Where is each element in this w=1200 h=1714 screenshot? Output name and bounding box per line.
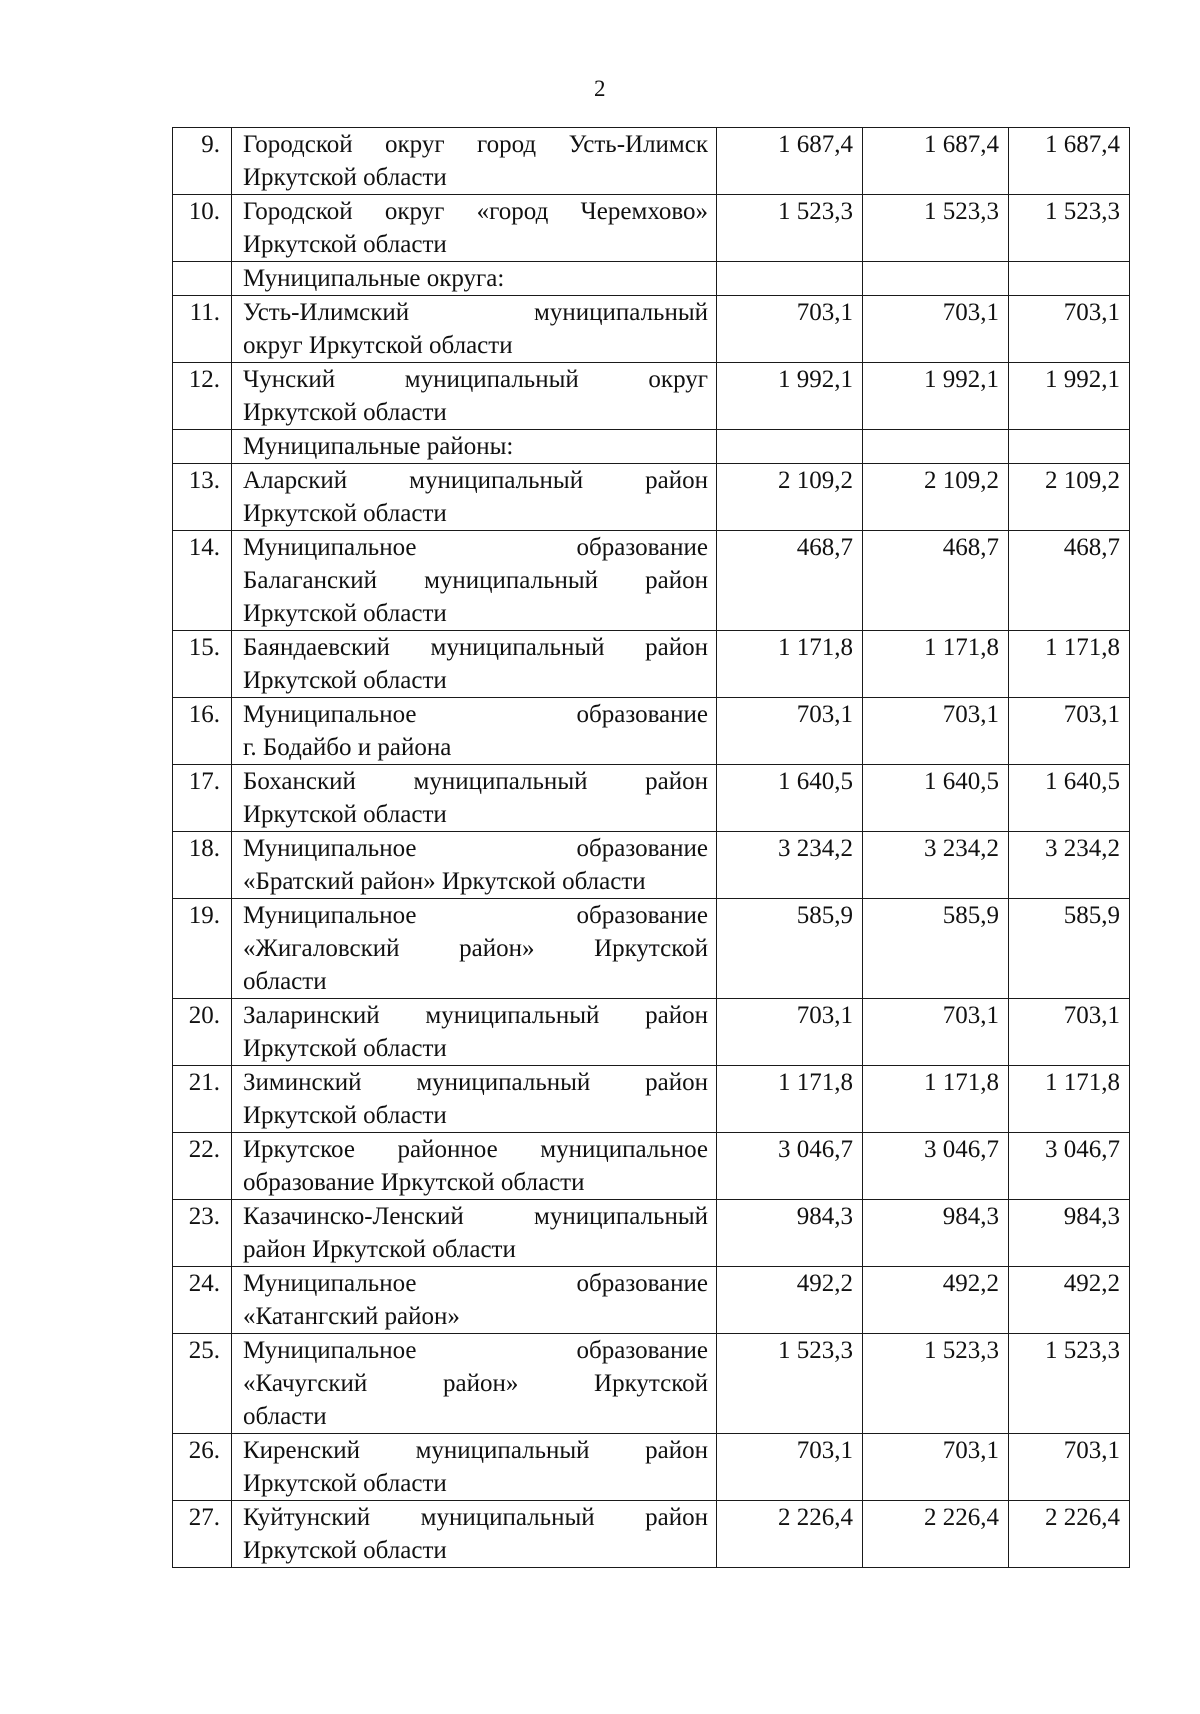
row-number: 11. (173, 296, 232, 363)
name-line: Иркутское районное муниципальное (243, 1136, 708, 1163)
name-line: Иркутской области (243, 600, 447, 627)
municipality-name (232, 999, 717, 1066)
row-number: 23. (173, 1200, 232, 1267)
table-row (173, 1501, 1130, 1568)
amount-year-1: 703,1 (717, 999, 863, 1066)
table-row (173, 999, 1130, 1066)
amount-year-1: 2 226,4 (717, 1501, 863, 1568)
amount-year-3: 703,1 (1009, 999, 1130, 1066)
amount-year-1: 984,3 (717, 1200, 863, 1267)
amount-year-3: 1 640,5 (1009, 765, 1130, 832)
amount-year-2: 492,2 (863, 1267, 1009, 1334)
amount-year-1 (717, 262, 863, 296)
name-line: «Качугский район» Иркутской (243, 1370, 708, 1397)
name-line: Иркутской области (243, 500, 447, 527)
amount-year-1: 703,1 (717, 1434, 863, 1501)
row-number: 13. (173, 464, 232, 531)
municipality-name (232, 531, 717, 631)
name-line: Зиминский муниципальный район (243, 1069, 708, 1096)
municipality-name (232, 363, 717, 430)
name-line: области (243, 1403, 327, 1430)
table-row (173, 128, 1130, 195)
amount-year-3: 468,7 (1009, 531, 1130, 631)
amount-year-3 (1009, 430, 1130, 464)
amount-year-2: 703,1 (863, 1434, 1009, 1501)
table-row (173, 832, 1130, 899)
name-line: Боханский муниципальный район (243, 768, 708, 795)
amount-year-2: 3 234,2 (863, 832, 1009, 899)
name-line: Муниципальное образование (243, 534, 708, 561)
municipality-name (232, 296, 717, 363)
row-number: 21. (173, 1066, 232, 1133)
amount-year-2: 703,1 (863, 999, 1009, 1066)
row-number: 22. (173, 1133, 232, 1200)
table-row (173, 1133, 1130, 1200)
row-number: 24. (173, 1267, 232, 1334)
row-number (173, 262, 232, 296)
name-line: Киренский муниципальный район (243, 1437, 708, 1464)
name-line: Муниципальные округа: (243, 265, 505, 292)
table-row (173, 464, 1130, 531)
table-row (173, 1267, 1130, 1334)
municipality-name (232, 1066, 717, 1133)
row-number: 26. (173, 1434, 232, 1501)
amount-year-1: 1 523,3 (717, 195, 863, 262)
amount-year-2: 1 171,8 (863, 1066, 1009, 1133)
amount-year-3: 3 046,7 (1009, 1133, 1130, 1200)
name-line: Иркутской области (243, 1035, 447, 1062)
amount-year-2 (863, 430, 1009, 464)
table-row (173, 1334, 1130, 1434)
amount-year-1: 1 687,4 (717, 128, 863, 195)
amount-year-1: 703,1 (717, 296, 863, 363)
name-line: Усть-Илимский муниципальный (243, 299, 708, 326)
name-line: Баяндаевский муниципальный район (243, 634, 708, 661)
name-line: Муниципальные районы: (243, 433, 514, 460)
amount-year-1 (717, 430, 863, 464)
amount-year-1: 1 523,3 (717, 1334, 863, 1434)
amount-year-2: 3 046,7 (863, 1133, 1009, 1200)
amount-year-3: 703,1 (1009, 1434, 1130, 1501)
amount-year-1: 1 640,5 (717, 765, 863, 832)
municipality-name (232, 899, 717, 999)
name-line: Чунский муниципальный округ (243, 366, 708, 393)
table-row (173, 631, 1130, 698)
row-number: 20. (173, 999, 232, 1066)
municipality-name (232, 1267, 717, 1334)
municipality-name (232, 262, 717, 296)
name-line: Иркутской области (243, 1102, 447, 1129)
name-line: Муниципальное образование (243, 1270, 708, 1297)
amount-year-2: 2 226,4 (863, 1501, 1009, 1568)
name-line: Казачинско-Ленский муниципальный (243, 1203, 708, 1230)
row-number: 17. (173, 765, 232, 832)
name-line: Иркутской области (243, 164, 447, 191)
name-line: Городской округ город Усть-Илимск (243, 131, 708, 158)
table-row (173, 531, 1130, 631)
name-line: «Жигаловский район» Иркутской (243, 935, 708, 962)
amount-year-1: 468,7 (717, 531, 863, 631)
amount-year-2 (863, 262, 1009, 296)
municipality-name (232, 631, 717, 698)
row-number: 14. (173, 531, 232, 631)
amount-year-3: 1 523,3 (1009, 195, 1130, 262)
row-number: 15. (173, 631, 232, 698)
row-number: 25. (173, 1334, 232, 1434)
budget-table-body (173, 128, 1130, 1568)
table-row (173, 698, 1130, 765)
amount-year-2: 2 109,2 (863, 464, 1009, 531)
municipality-name (232, 1334, 717, 1434)
amount-year-2: 1 171,8 (863, 631, 1009, 698)
name-line: округ Иркутской области (243, 332, 513, 359)
table-row (173, 1200, 1130, 1267)
name-line: Иркутской области (243, 801, 447, 828)
row-number: 12. (173, 363, 232, 430)
amount-year-3: 984,3 (1009, 1200, 1130, 1267)
name-line: Иркутской области (243, 399, 447, 426)
amount-year-1: 2 109,2 (717, 464, 863, 531)
name-line: Иркутской области (243, 1537, 447, 1564)
amount-year-3: 492,2 (1009, 1267, 1130, 1334)
municipality-name (232, 1200, 717, 1267)
name-line: Муниципальное образование (243, 1337, 708, 1364)
amount-year-1: 3 234,2 (717, 832, 863, 899)
amount-year-3: 1 523,3 (1009, 1334, 1130, 1434)
row-number (173, 430, 232, 464)
section-header-row (173, 262, 1130, 296)
amount-year-2: 703,1 (863, 296, 1009, 363)
name-line: г. Бодайбо и района (243, 734, 452, 761)
municipality-name (232, 765, 717, 832)
amount-year-3: 3 234,2 (1009, 832, 1130, 899)
amount-year-3: 1 171,8 (1009, 631, 1130, 698)
name-line: Муниципальное образование (243, 902, 708, 929)
amount-year-1: 585,9 (717, 899, 863, 999)
budget-table (172, 127, 1130, 1568)
amount-year-2: 585,9 (863, 899, 1009, 999)
row-number: 19. (173, 899, 232, 999)
table-row (173, 1066, 1130, 1133)
municipality-name (232, 128, 717, 195)
amount-year-2: 703,1 (863, 698, 1009, 765)
name-line: области (243, 968, 327, 995)
amount-year-1: 1 171,8 (717, 631, 863, 698)
amount-year-2: 1 687,4 (863, 128, 1009, 195)
name-line: Муниципальное образование (243, 701, 708, 728)
amount-year-1: 703,1 (717, 698, 863, 765)
amount-year-3: 1 992,1 (1009, 363, 1130, 430)
amount-year-1: 1 171,8 (717, 1066, 863, 1133)
name-line: Муниципальное образование (243, 835, 708, 862)
amount-year-2: 468,7 (863, 531, 1009, 631)
municipality-name (232, 1501, 717, 1568)
amount-year-3: 585,9 (1009, 899, 1130, 999)
name-line: Иркутской области (243, 1470, 447, 1497)
row-number: 27. (173, 1501, 232, 1568)
amount-year-2: 1 640,5 (863, 765, 1009, 832)
amount-year-3: 703,1 (1009, 296, 1130, 363)
amount-year-3 (1009, 262, 1130, 296)
table-row (173, 195, 1130, 262)
page-number: 2 (594, 76, 606, 101)
table-row (173, 899, 1130, 999)
name-line: Иркутской области (243, 231, 447, 258)
amount-year-3: 2 109,2 (1009, 464, 1130, 531)
municipality-name (232, 1434, 717, 1501)
amount-year-3: 1 171,8 (1009, 1066, 1130, 1133)
amount-year-1: 1 992,1 (717, 363, 863, 430)
name-line: Аларский муниципальный район (243, 467, 708, 494)
amount-year-2: 1 992,1 (863, 363, 1009, 430)
name-line: Балаганский муниципальный район (243, 567, 708, 594)
amount-year-3: 703,1 (1009, 698, 1130, 765)
table-row (173, 765, 1130, 832)
name-line: образование Иркутской области (243, 1169, 585, 1196)
name-line: Городской округ «город Черемхово» (243, 198, 708, 225)
amount-year-3: 2 226,4 (1009, 1501, 1130, 1568)
name-line: «Братский район» Иркутской области (243, 868, 646, 895)
table-row (173, 1434, 1130, 1501)
amount-year-2: 984,3 (863, 1200, 1009, 1267)
amount-year-2: 1 523,3 (863, 1334, 1009, 1434)
name-line: район Иркутской области (243, 1236, 516, 1263)
row-number: 10. (173, 195, 232, 262)
name-line: Заларинский муниципальный район (243, 1002, 708, 1029)
section-header-row (173, 430, 1130, 464)
municipality-name (232, 430, 717, 464)
row-number: 18. (173, 832, 232, 899)
row-number: 9. (173, 128, 232, 195)
name-line: Куйтунский муниципальный район (243, 1504, 708, 1531)
row-number: 16. (173, 698, 232, 765)
amount-year-2: 1 523,3 (863, 195, 1009, 262)
name-line: Иркутской области (243, 667, 447, 694)
amount-year-1: 492,2 (717, 1267, 863, 1334)
table-row (173, 296, 1130, 363)
municipality-name (232, 464, 717, 531)
municipality-name (232, 698, 717, 765)
amount-year-1: 3 046,7 (717, 1133, 863, 1200)
municipality-name (232, 1133, 717, 1200)
municipality-name (232, 195, 717, 262)
table-row (173, 363, 1130, 430)
amount-year-3: 1 687,4 (1009, 128, 1130, 195)
municipality-name (232, 832, 717, 899)
name-line: «Катангский район» (243, 1303, 460, 1330)
